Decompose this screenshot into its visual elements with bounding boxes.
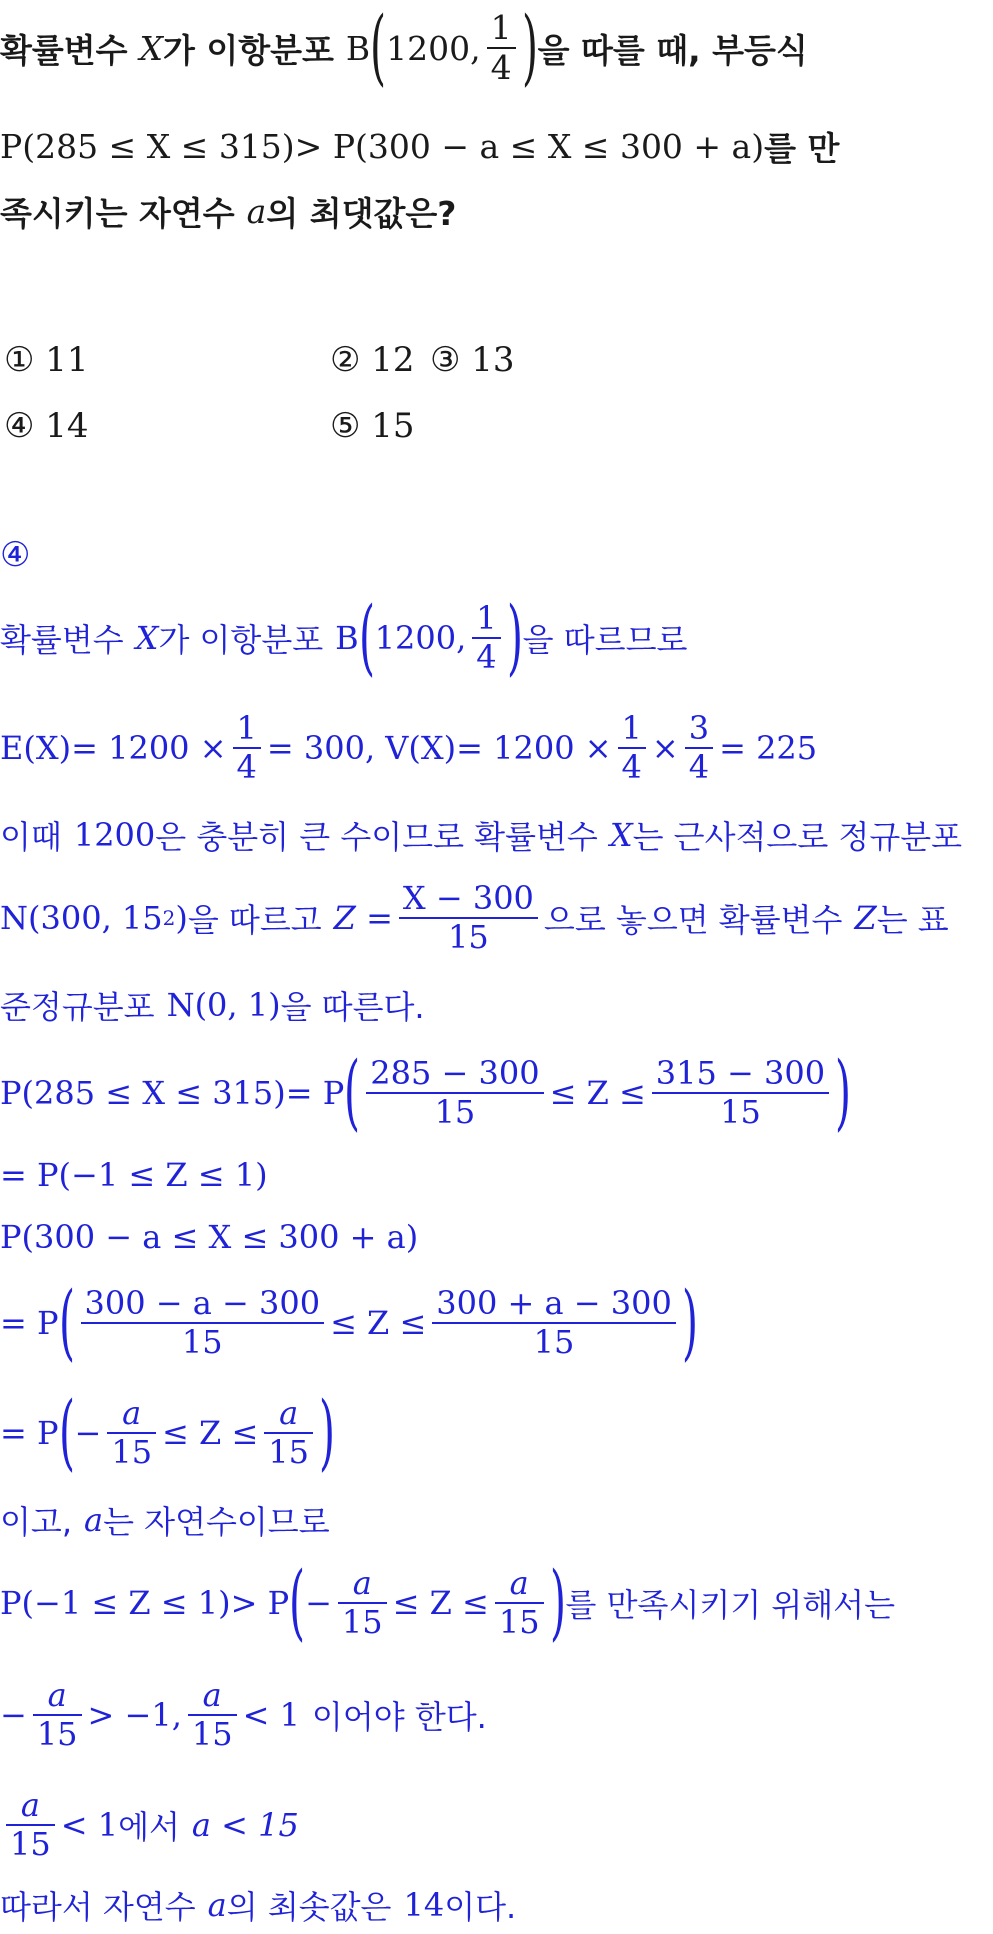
- solution-line-15: 따라서 자연수 a 의 최솟값은 14 이다.: [0, 1886, 517, 1926]
- solution-line-7: = P(−1 ≤ Z ≤ 1): [0, 1156, 268, 1194]
- fraction: $\frac{1}{4}$: [472, 600, 500, 676]
- paren-left: (: [370, 0, 387, 95]
- question-text: 가 이항분포: [163, 30, 334, 70]
- fraction: $\frac{a}{15}$: [6, 1787, 55, 1863]
- fraction: $\frac{a}{15}$: [107, 1395, 156, 1471]
- solution-line-5: 준정규분포 N(0, 1) 을 따른다.: [0, 986, 425, 1026]
- option-1[interactable]: ① 11: [4, 340, 89, 380]
- question-text: 확률변수: [0, 30, 128, 70]
- question-text: 를 만: [764, 128, 840, 168]
- solution-line-1: 확률변수 X 가 이항분포 B ( 1200, $\frac{1}{4}$ ) 을 따르므로: [0, 590, 688, 685]
- solution-answer: ④: [0, 535, 31, 575]
- paren-right: ): [521, 0, 538, 95]
- math-text: B: [345, 28, 371, 68]
- option-5[interactable]: ⑤ 15: [330, 406, 415, 446]
- option-3[interactable]: ③ 13: [430, 340, 515, 380]
- solution-line-3: 이때 1200 은 충분히 큰 수이므로 확률변수 X 는 근사적으로 정규분포: [0, 816, 963, 856]
- fraction: $\frac{3}{4}$: [685, 710, 713, 786]
- fraction: $\frac{X - 300}{15}$: [399, 880, 538, 956]
- question-line-2: [0, 120, 839, 172]
- fraction: $\frac{1}{4}$: [618, 710, 646, 786]
- fraction: $\frac{a}{15}$: [338, 1565, 387, 1641]
- solution-line-2: E(X)= 1200 × $\frac{1}{4}$ = 300, V(X)= 1200 × $\frac{1}{4}$ × $\frac{3}{4}$ = 225: [0, 709, 818, 786]
- fraction: $\frac{a}{15}$: [188, 1677, 237, 1753]
- fraction: $\frac{a}{15}$: [264, 1395, 313, 1471]
- fraction: $\frac{300 - a - 300}{15}$: [81, 1285, 325, 1361]
- solution-line-12: P(−1 ≤ Z ≤ 1)> P ( − $\frac{a}{15}$ ≤ Z ≤ $\frac{a}{15}$ ) 를 만족시키기 위해서는: [0, 1555, 896, 1650]
- fraction: $\frac{a}{15}$: [33, 1677, 82, 1753]
- fraction: $\frac{1}{4}$: [487, 9, 516, 87]
- fraction: $\frac{1}{4}$: [233, 710, 261, 786]
- math-var: X: [139, 28, 164, 68]
- fraction: $\frac{285 - 300}{15}$: [366, 1055, 543, 1131]
- fraction: $\frac{300 + a - 300}{15}$: [432, 1285, 676, 1361]
- fraction: $\frac{315 - 300}{15}$: [652, 1055, 829, 1131]
- solution-line-11: 이고, a 는 자연수이므로: [0, 1501, 330, 1541]
- solution-line-6: P(285 ≤ X ≤ 315)= P ( $\frac{285 - 300}{15}$ ≤ Z ≤ $\frac{315 - 300}{15}$ ): [0, 1045, 852, 1140]
- solution-line-13: − $\frac{a}{15}$ > −1, $\frac{a}{15}$ < 1 이어야 한다.: [0, 1676, 487, 1753]
- question-line-1: [0, 0, 808, 95]
- solution-line-4: N(300, 15 2 ) 을 따르고 Z = $\frac{X - 300}{15}$ 으로 놓으면 확률변수 Z 는 표: [0, 879, 949, 956]
- fraction: $\frac{a}{15}$: [495, 1565, 544, 1641]
- option-2[interactable]: ② 12: [330, 340, 415, 380]
- math-var: a: [246, 191, 267, 231]
- option-4[interactable]: ④ 14: [4, 406, 89, 446]
- solution-line-8: P(300 − a ≤ X ≤ 300 + a): [0, 1218, 419, 1256]
- question-line-3: [0, 186, 456, 236]
- math-text: 1200,: [386, 28, 481, 68]
- question-text: 을 따를 때, 부등식: [537, 30, 808, 70]
- question-text: 의 최댓값은?: [266, 193, 457, 233]
- math-text: P(285 ≤ X ≤ 315)> P(300 − a ≤ X ≤ 300 + a): [0, 126, 765, 166]
- solution-line-9: = P ( $\frac{300 - a - 300}{15}$ ≤ Z ≤ $\frac{300 + a - 300}{15}$ ): [0, 1275, 698, 1370]
- solution-line-10: = P ( − $\frac{a}{15}$ ≤ Z ≤ $\frac{a}{15}$ ): [0, 1385, 335, 1480]
- solution-line-14: $\frac{a}{15}$ < 1 에서 a < 15: [0, 1785, 299, 1865]
- question-text: 족시키는 자연수: [0, 193, 235, 233]
